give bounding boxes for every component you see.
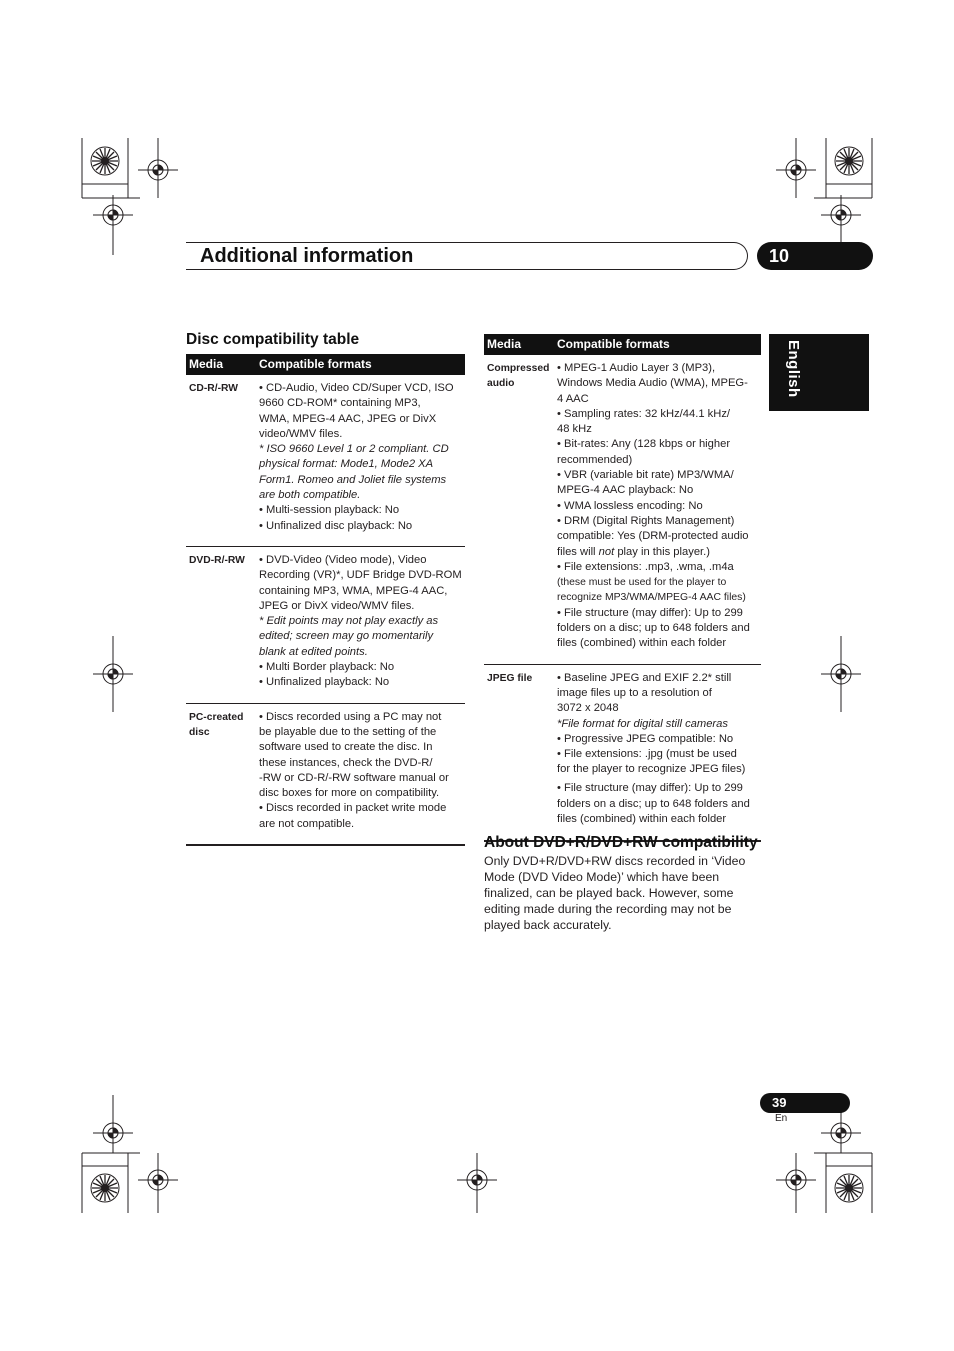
table-row-jpeg	[484, 664, 761, 840]
table-row-dvd	[186, 546, 465, 703]
table-header-row	[484, 334, 761, 355]
formats-cell: • DVD-Video (Video mode), Video Recording (VR)*, UDF Bridge DVD-ROM containing MP3, WMA, MPEG-4 AAC, JPEG or DivX video/WMV files. * Edit points may not play exactly as edited; screen may go momentarily blank at edited points. • Multi Border playback: No • Unfinalized playback: No	[256, 546, 465, 703]
formats-cell: • Baseline JPEG and EXIF 2.2* still image files up to a resolution of 3072 x 2048 *File format for digital still cameras • Progressive JPEG compatible: No • File extensions: .jpg (must be used for the player to recognize JPEG files) • File structure (may differ): Up to 299 folders on a disc; up to 648 folders and files (combined) within each folder	[554, 664, 761, 840]
table-row-pc-created	[186, 703, 465, 845]
language-tab-label: English	[785, 340, 802, 398]
formats-cell: • CD-Audio, Video CD/Super VCD, ISO 9660 CD-ROM* containing MP3, WMA, MPEG-4 AAC, JPEG or DivX video/WMV files. * ISO 9660 Level 1 or 2 compliant. CD physical format: Mode1, Mode2 XA Form1. Romeo and Joliet file systems are both compatible. • Multi-session playback: No • Unfinalized disc playback: No	[256, 375, 465, 546]
page-language-code: En	[775, 1113, 788, 1124]
column-header-formats: Compatible formats	[256, 354, 465, 375]
language-tab	[769, 334, 869, 411]
media-cell: PC-created disc	[186, 703, 256, 845]
table-row-compressed-audio	[484, 355, 761, 664]
chapter-title: Additional information	[200, 245, 414, 267]
media-formats-table	[484, 334, 761, 842]
formats-cell: • Discs recorded using a PC may not be playable due to the setting of the software used to create the disc. In these instances, check the DVD-R/ -RW or CD-R/-RW software manual or disc boxes for more on compatibility. • Discs recorded in packet write mode are not compatible.	[256, 703, 465, 845]
chapter-number-badge: 10	[757, 242, 873, 270]
column-header-media: Media	[484, 334, 554, 355]
page-number-badge: 39	[760, 1093, 850, 1113]
section-title-about-dvd: About DVD+R/DVD+RW compatibility	[484, 834, 758, 851]
formats-cell: • MPEG-1 Audio Layer 3 (MP3), Windows Media Audio (WMA), MPEG- 4 AAC • Sampling rates: 32 kHz/44.1 kHz/ 48 kHz • Bit-rates: Any (128 kbps or higher recommended) • VBR (variable bit rate) MP3/WMA/ MPEG-4 AAC playback: No • WMA lossless encoding: No • DRM (Digital Rights Management) compatible: Yes (DRM-protected audio files will not play in this player.) • File extensions: .mp3, .wma, .m4a (these must be used for the player to recognize MP3/WMA/MPEG-4 AAC files) • File structure (may differ): Up to 299 folders on a disc; up to 648 folders and files (combined) within each folder	[554, 355, 761, 664]
media-cell: DVD-R/-RW	[186, 546, 256, 703]
about-body-text: Only DVD+R/DVD+RW discs recorded in ‘Video Mode (DVD Video Mode)’ which have been finalized, can be played back. However, some editing made during the recording may not be played back accurately.	[484, 854, 746, 933]
media-cell: JPEG file	[484, 664, 554, 840]
media-cell: Compressed audio	[484, 355, 554, 664]
column-header-media: Media	[186, 354, 256, 375]
section-title-disc-compatibility: Disc compatibility table	[186, 331, 360, 348]
disc-compatibility-table	[186, 354, 465, 846]
table-row-cd	[186, 375, 465, 546]
table-header-row	[186, 354, 465, 375]
column-header-formats: Compatible formats	[554, 334, 761, 355]
media-cell: CD-R/-RW	[186, 375, 256, 546]
